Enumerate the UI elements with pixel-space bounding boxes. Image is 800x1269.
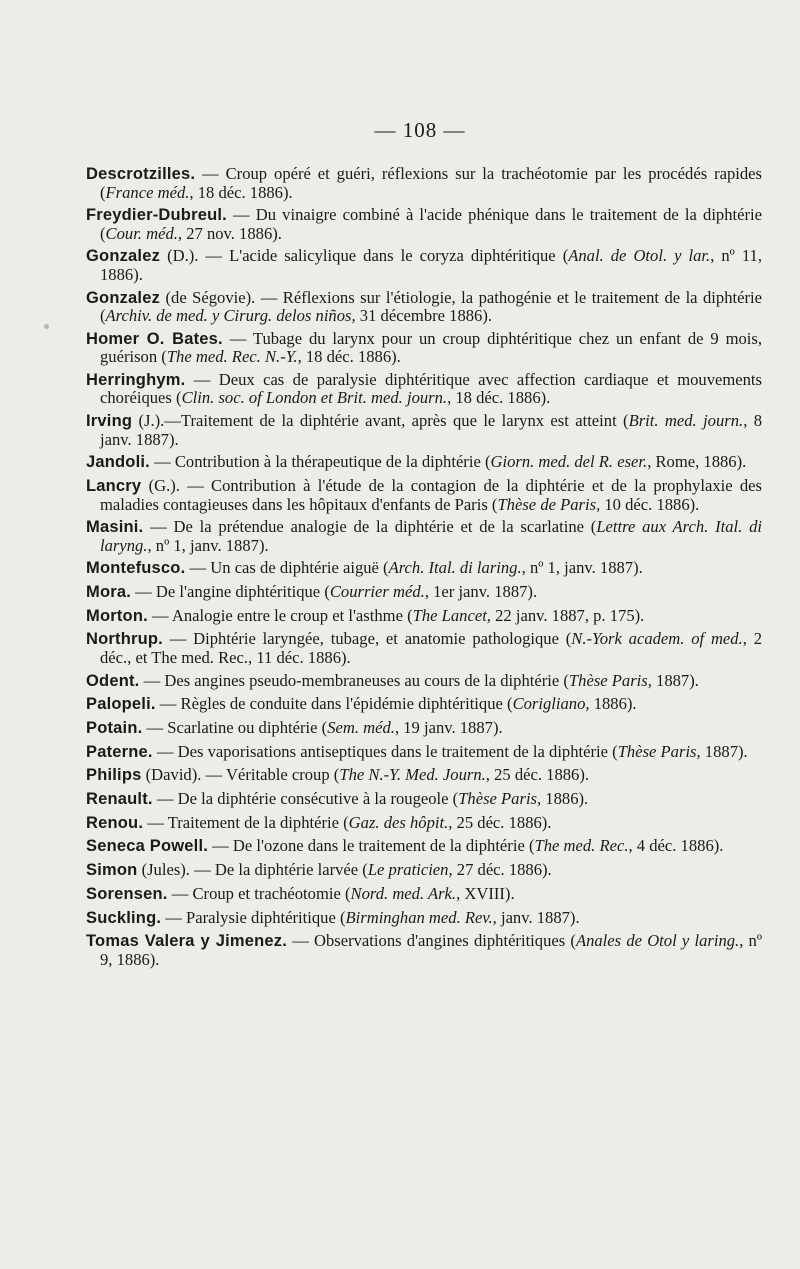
entry-details: , 18 déc. 1886). — [297, 347, 401, 367]
entry-source: Giorn. med. del R. eser. — [490, 452, 648, 472]
entry-author: Jandoli. — [86, 453, 150, 472]
entry-title: — Observations d'angines diphtéritiques ( — [287, 931, 576, 951]
entry-details: , 25 déc. 1886). — [448, 812, 552, 832]
bibliography-entry — [86, 518, 762, 554]
entry-title: (G.). — Contribution à l'étude de la contagion de la diphtérie et de la prophylaxie des maladies contagieuses dans les hôpitaux d'enfants de Paris ( — [100, 476, 762, 514]
entry-author: Renault. — [86, 790, 153, 809]
entry-author: Herringhym. — [86, 370, 186, 389]
bibliography-entry — [86, 790, 762, 809]
entry-source: Thèse de Paris, — [497, 494, 601, 514]
entry-author: Irving — [86, 412, 133, 431]
entry-author: Potain. — [86, 719, 143, 737]
entry-source: Sem. méd. — [327, 718, 395, 737]
bibliography-entry — [86, 165, 762, 201]
entry-source: Anales de Otol y laring. — [575, 931, 740, 951]
entry-source: Thèse Paris, — [458, 789, 542, 809]
entry-details: 10 déc. 1886). — [600, 494, 700, 514]
entry-source: Clin. soc. of London et Brit. med. journ. — [181, 388, 448, 408]
entry-author: Morton. — [86, 606, 148, 625]
entry-source: Archiv. de med. y Cirurg. delos niños, — [105, 306, 356, 326]
bibliography-entry — [86, 247, 762, 283]
entry-title: — Des vaporisations antiseptiques dans le traitement de la diphtérie ( — [152, 741, 618, 761]
entry-title: — Des angines pseudo-membraneuses au cours de la diphtérie ( — [139, 670, 569, 690]
entry-title: — Diphtérie laryngée, tubage, et anatomie pathologique ( — [162, 629, 572, 649]
bibliography-entry — [86, 583, 762, 602]
entry-details: 27 déc. 1886). — [452, 860, 552, 880]
entry-details: 1887). — [651, 670, 699, 690]
entry-author: Sorensen. — [86, 884, 168, 903]
bibliography-entry — [86, 837, 762, 856]
bibliography-entry — [86, 371, 762, 407]
entry-details: , 25 déc. 1886). — [485, 765, 590, 785]
bibliography-entry — [86, 766, 762, 785]
entry-details: 31 décembre 1886). — [355, 306, 493, 326]
entry-source: The med. Rec. — [534, 836, 629, 856]
entry-source: The N.-Y. Med. Journ. — [339, 765, 486, 785]
entry-source: N.-York academ. of med. — [571, 629, 743, 649]
entry-title: — Du vinaigre combiné à l'acide phénique dans le traitement de la diphtérie ( — [100, 205, 762, 243]
bibliography-entry — [86, 453, 762, 472]
bibliography-entry — [86, 477, 762, 513]
bibliography-entry — [86, 206, 762, 242]
entry-source: Thèse Paris, — [617, 741, 701, 761]
entry-details: , Rome, 1886). — [647, 452, 747, 472]
entry-title: — Traitement de la diphtérie ( — [143, 812, 349, 832]
bibliography-entry — [86, 330, 762, 366]
entry-author: Mora. — [86, 583, 132, 602]
entry-details: 1886). — [541, 789, 589, 809]
bibliography-entry — [86, 932, 762, 968]
entry-source: Arch. Ital. di laring. — [388, 558, 522, 578]
entry-details: , 18 déc. 1886). — [189, 182, 293, 202]
bibliography-entry — [86, 909, 762, 928]
ink-spot — [44, 324, 49, 329]
entry-author: Northrup. — [86, 630, 163, 649]
entry-title: — Tubage du larynx pour un croup diphtéritique chez un enfant de 9 mois, guérison ( — [100, 328, 762, 367]
entry-source: Corigliano, — [512, 694, 590, 714]
entry-author: Suckling. — [86, 908, 162, 927]
bibliography-entry — [86, 885, 762, 904]
entry-source: The Lancet, — [412, 605, 491, 625]
entry-title: (Jules). — De la diphtérie larvée ( — [137, 860, 368, 880]
bibliography-entry — [86, 412, 762, 448]
entry-author: Gonzalez — [86, 247, 161, 266]
entry-author: Tomas Valera y Jimenez. — [86, 932, 287, 951]
entry-author: Simon — [86, 861, 138, 880]
bibliography-entry — [86, 630, 762, 666]
entry-details: , 18 déc. 1886). — [447, 388, 551, 408]
entry-details: , nº 11, 1886). — [100, 246, 762, 284]
entry-details: , 19 janv. 1887). — [394, 718, 503, 737]
entry-author: Gonzalez — [86, 288, 161, 307]
entry-title: — De l'ozone dans le traitement de la diphtérie ( — [208, 836, 535, 856]
entry-title: (D.). — L'acide salicylique dans le coryza diphtéritique ( — [160, 246, 569, 266]
bibliography-entry — [86, 695, 762, 714]
entry-title: — Scarlatine ou diphtérie ( — [142, 718, 328, 737]
entry-title: — De la diphtérie consécutive à la rougeole ( — [152, 789, 459, 809]
entry-source: Brit. med. journ. — [628, 411, 744, 431]
entry-title: — Croup opéré et guéri, réflexions sur la trachéotomie par les procédés rapides ( — [100, 164, 762, 202]
entry-title: — Règles de conduite dans l'épidémie diphtéritique ( — [155, 694, 513, 714]
entry-source: Le praticien, — [367, 860, 453, 880]
entry-title: — Contribution à la thérapeutique de la diphtérie ( — [149, 452, 491, 472]
bibliography-entry — [86, 559, 762, 578]
entry-details: , 4 déc. 1886). — [628, 836, 724, 856]
entry-source: Thèse Paris, — [568, 670, 652, 690]
entry-title: — Deux cas de paralysie diphtéritique avec affection cardiaque et mouvements choréiques ( — [100, 369, 762, 408]
entry-source: Lettre aux Arch. Ital. di laryng. — [100, 517, 762, 555]
entry-details: 1886). — [589, 694, 637, 714]
bibliography-entry — [86, 289, 762, 325]
bibliography-entry — [86, 607, 762, 626]
page-number: — 108 — — [374, 118, 466, 142]
entry-author: Masini. — [86, 518, 144, 537]
entry-author: Homer O. Bates. — [86, 329, 223, 348]
entry-source: Nord. med. Ark. — [350, 883, 457, 903]
entry-details: 22 janv. 1887, p. 175). — [490, 605, 645, 625]
entry-author: Paterne. — [86, 742, 153, 761]
entry-source: The med. Rec. N.-Y. — [166, 347, 298, 367]
entry-title: — Croup et trachéotomie ( — [167, 883, 351, 903]
entry-details: , 1er janv. 1887). — [424, 582, 538, 602]
entry-source: Birminghan med. Rev. — [345, 907, 493, 927]
entry-details: , nº 1, janv. 1887). — [147, 535, 269, 555]
entry-title: — De l'angine diphtéritique ( — [131, 582, 330, 602]
entry-source: Courrier méd. — [329, 582, 425, 602]
entry-title: — Paralysie diphtéritique ( — [161, 907, 346, 927]
entry-details: , 8 janv. 1887). — [100, 411, 762, 449]
entry-title: (de Ségovie). — Réflexions sur l'étiologie, la pathogénie et le traitement de la diphtérie ( — [100, 287, 762, 326]
bibliography-entry — [86, 861, 762, 880]
entry-title: — Analogie entre le croup et l'asthme ( — [147, 605, 413, 625]
bibliography-entry — [86, 672, 762, 691]
entry-source: Anal. de Otol. y lar. — [568, 246, 711, 266]
entry-author: Palopeli. — [86, 695, 156, 714]
entry-author: Montefusco. — [86, 559, 186, 578]
entry-author: Freydier-Dubreul. — [86, 206, 227, 225]
entry-author: Descrotzilles. — [86, 165, 196, 183]
entry-source: Cour. méd. — [105, 223, 178, 243]
entry-author: Odent. — [86, 671, 140, 690]
entry-source: France méd. — [105, 182, 190, 202]
entry-details: , 27 nov. 1886). — [177, 223, 282, 243]
entry-details: , nº 1, janv. 1887). — [521, 558, 643, 578]
entry-author: Renou. — [86, 813, 144, 832]
bibliography-entry — [86, 719, 762, 738]
entry-details: , janv. 1887). — [492, 907, 580, 927]
entry-details: , XVIII). — [456, 883, 515, 903]
entry-title: (David). — Véritable croup ( — [141, 765, 340, 785]
entry-title: — De la prétendue analogie de la diphtérie et de la scarlatine ( — [143, 517, 597, 537]
entry-details: 1887). — [700, 741, 748, 761]
bibliography-entry — [86, 814, 762, 833]
entry-author: Lancry — [86, 477, 142, 495]
entry-title: — Un cas de diphtérie aiguë ( — [185, 558, 389, 578]
entry-source: Gaz. des hôpit. — [348, 812, 449, 832]
entry-details: , nº 9, 1886). — [100, 931, 762, 969]
bibliography-entry — [86, 743, 762, 762]
entry-details: , 2 déc., et The med. Rec., 11 déc. 1886). — [100, 629, 763, 667]
entry-author: Philips — [86, 766, 142, 785]
entry-title: (J.).—Traitement de la diphtérie avant, après que le larynx est atteint ( — [132, 411, 629, 431]
entry-author: Seneca Powell. — [86, 837, 209, 856]
bibliography-list — [86, 165, 762, 968]
